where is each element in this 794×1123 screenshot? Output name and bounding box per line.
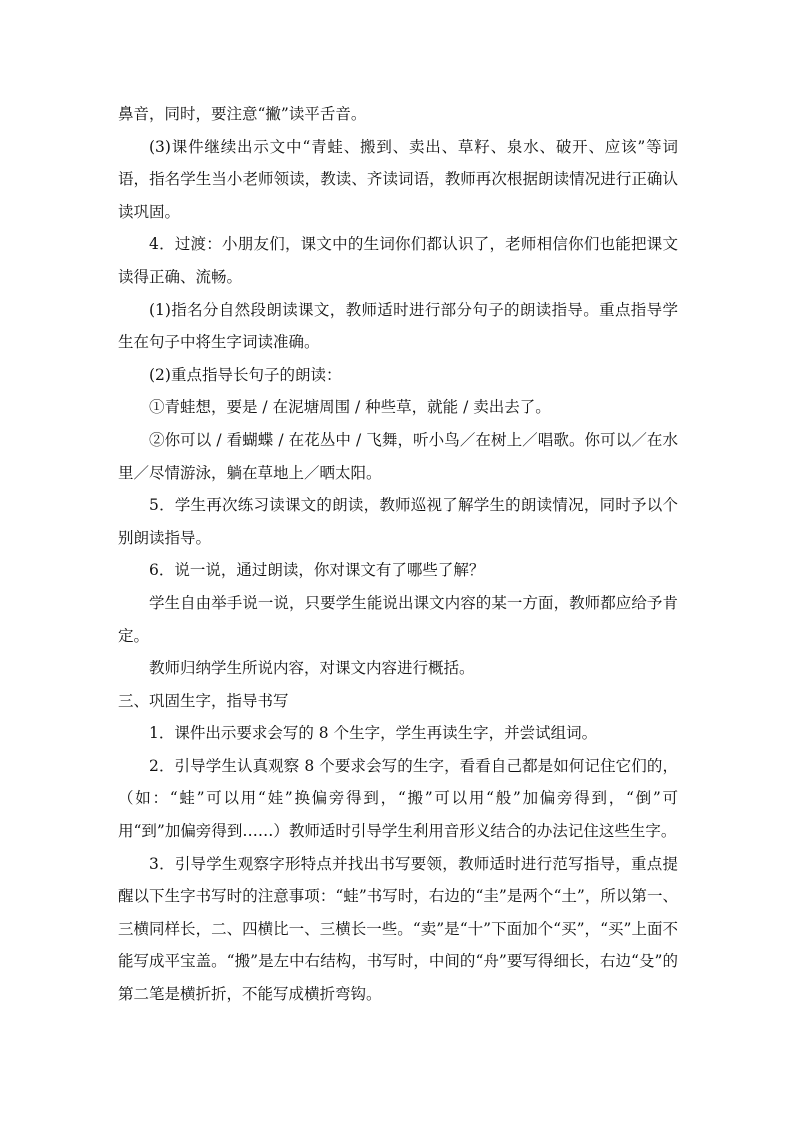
- paragraph: (1)指名分自然段朗读课文，教师适时进行部分句子的朗读指导。重点指导学生在句子中将生字词读准确。: [118, 300, 678, 352]
- paragraph: 4．过渡：小朋友们，课文中的生词你们都认识了，老师相信你们也能把课文读得正确、流畅。: [118, 235, 678, 286]
- paragraph: 教师归纳学生所说内容，对课文内容进行概括。: [149, 659, 475, 678]
- paragraph: ①青蛙想，要是 / 在泥塘周围 / 种些草，就能 / 卖出去了。: [149, 398, 551, 417]
- paragraph: (2)重点指导长句子的朗读：: [149, 365, 342, 384]
- paragraph: 鼻音，同时，要注意“撇”读平舌音。: [118, 105, 367, 123]
- paragraph: (3)课件继续出示文中“青蛙、搬到、卖出、草籽、泉水、破开、应该”等词语，指名学生当小老师领读，教读、齐读词语，教师再次根据朗读情况进行正确认读巩固。: [118, 137, 678, 221]
- paragraph: 5．学生再次练习读课文的朗读，教师巡视了解学生的朗读情况，同时予以个别朗读指导。: [118, 496, 678, 547]
- paragraph: 3．引导学生观察字形特点并找出书写要领，教师适时进行范写指导，重点提醒以下生字书写时的注意事项：“蛙”书写时，右边的“圭”是两个“土”，所以第一、三横同样长，二、四横比一、三横长一些。“卖”是“十”下面加个“买”，“买”上面不能写成平宝盖。“搬”是左中右结构，书写时，中间的“舟”要写得细长，右边“殳”的第二笔是横折折，不能写成横折弯钩。: [118, 854, 678, 1004]
- section-heading: 三、巩固生字，指导书写: [118, 691, 289, 710]
- paragraph: 2．引导学生认真观察 8 个要求会写的生字，看看自己都是如何记住它们的，（如：“蛙”可以用“娃”换偏旁得到，“搬”可以用“般”加偏旁得到，“倒”可用“到”加偏旁得到……）教师适时引导学生利用音形义结合的办法记住这些生字。: [118, 756, 678, 841]
- paragraph: ②你可以 / 看蝴蝶 / 在花丛中 / 飞舞，听小鸟／在树上／唱歌。你可以／在水里／尽情游泳，躺在草地上／晒太阳。: [118, 430, 678, 482]
- paragraph: 1．课件出示要求会写的 8 个生字，学生再读生字，并尝试组词。: [149, 724, 598, 743]
- document-body: [118, 98, 678, 1011]
- paragraph: 学生自由举手说一说，只要学生能说出课文内容的某一方面，教师都应给予肯定。: [118, 593, 678, 645]
- paragraph: 6．说一说，通过朗读，你对课文有了哪些了解？: [149, 561, 485, 580]
